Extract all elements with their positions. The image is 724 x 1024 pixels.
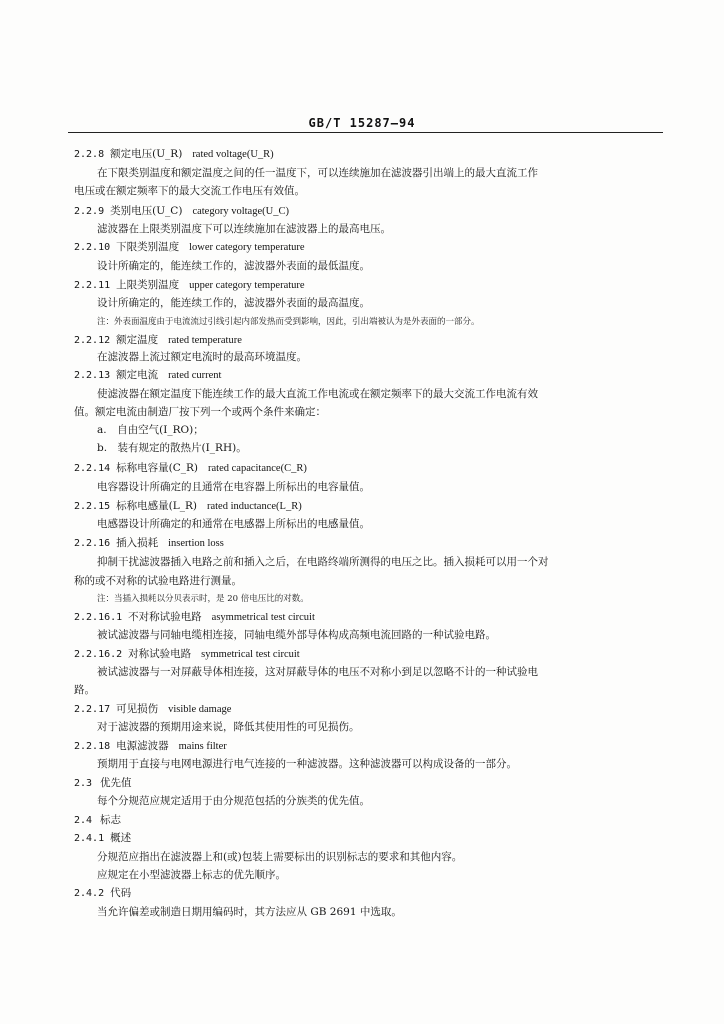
clause-heading: 2.2.16 插入损耗 insertion loss	[74, 537, 224, 549]
header-rule	[68, 132, 663, 133]
body-text: 电压或在额定频率下的最大交流工作电压有效值。	[74, 185, 305, 197]
clause-heading: 2.2.16.2 对称试验电路 symmetrical test circuit	[74, 648, 300, 660]
body-text: 抑制干扰滤波器插入电路之前和插入之后，在电路终端所测得的电压之比。插入损耗可以用一个对	[97, 556, 549, 568]
body-text: 滤波器在上限类别温度下可以连续施加在滤波器上的最高电压。	[97, 223, 391, 235]
clause-heading: 2.2.11 上限类别温度 upper category temperature	[74, 279, 305, 291]
body-text: 使滤波器在额定温度下能连续工作的最大直流工作电流或在额定频率下的最大交流工作电流有效	[97, 388, 538, 400]
body-text: 在滤波器上流过额定电流时的最高环境温度。	[97, 351, 307, 363]
body-text: 设计所确定的，能连续工作的，滤波器外表面的最高温度。	[97, 297, 370, 309]
section-heading: 2.4.1 概述	[74, 832, 132, 844]
clause-heading: 2.2.18 电源滤波器 mains filter	[74, 740, 227, 752]
list-item: a. 自由空气(I_RO)；	[97, 424, 204, 436]
body-text: 被试滤波器与一对屏蔽导体相连接，这对屏蔽导体的电压不对称小到足以忽略不计的一种试验电	[97, 666, 538, 678]
clause-heading: 2.2.15 标称电感量(L_R) rated inductance(L_R)	[74, 500, 302, 512]
body-text: 每个分规范应规定适用于由分规范包括的分族类的优先值。	[97, 795, 370, 807]
list-item: b. 装有规定的散热片(I_RH)。	[97, 442, 247, 454]
note-text: 注：当插入损耗以分贝表示时，是 20 倍电压比的对数。	[97, 594, 309, 604]
section-heading: 2.3 优先值	[74, 777, 132, 789]
clause-heading: 2.2.8 额定电压(U_R) rated voltage(U_R)	[74, 148, 274, 160]
body-text: 应规定在小型滤波器上标志的优先顺序。	[97, 869, 286, 881]
body-text: 值。额定电流由制造厂按下列一个或两个条件来确定：	[74, 406, 326, 418]
clause-heading: 2.2.17 可见损伤 visible damage	[74, 703, 232, 715]
body-text: 当允许偏差或制造日期用编码时，其方法应从 GB 2691 中选取。	[97, 906, 402, 918]
clause-heading: 2.2.12 额定温度 rated temperature	[74, 334, 242, 346]
clause-heading: 2.2.9 类别电压(U_C) category voltage(U_C)	[74, 205, 289, 217]
body-text: 称的或不对称的试验电路进行测量。	[74, 575, 242, 587]
note-text: 注：外表面温度由于电流流过引线引起内部发热而受到影响，因此，引出端被认为是外表面的一部分。	[97, 317, 480, 327]
body-text: 路。	[74, 684, 95, 696]
body-text: 被试滤波器与同轴电缆相连接，同轴电缆外部导体构成高频电流回路的一种试验电路。	[97, 629, 496, 641]
body-text: 在下限类别温度和额定温度之间的任一温度下，可以连续施加在滤波器引出端上的最大直流工作	[97, 167, 538, 179]
clause-heading: 2.2.16.1 不对称试验电路 asymmetrical test circuit	[74, 611, 315, 623]
body-text: 电容器设计所确定的且通常在电容器上所标出的电容量值。	[97, 481, 370, 493]
body-text: 对于滤波器的预期用途来说，降低其使用性的可见损伤。	[97, 721, 360, 733]
standard-number-header: GB/T 15287—94	[308, 116, 416, 130]
body-text: 分规范应指出在滤波器上和(或)包装上需要标出的识别标志的要求和其他内容。	[97, 851, 463, 863]
body-text: 设计所确定的，能连续工作的，滤波器外表面的最低温度。	[97, 260, 370, 272]
section-heading: 2.4 标志	[74, 814, 121, 826]
clause-heading: 2.2.14 标称电容量(C_R) rated capacitance(C_R)	[74, 462, 307, 474]
section-heading: 2.4.2 代码	[74, 887, 132, 899]
body-text: 电感器设计所确定的和通常在电感器上所标出的电感量值。	[97, 518, 370, 530]
clause-heading: 2.2.13 额定电流 rated current	[74, 369, 222, 381]
body-text: 预期用于直接与电网电源进行电气连接的一种滤波器。这种滤波器可以构成设备的一部分。	[97, 758, 517, 770]
clause-heading: 2.2.10 下限类别温度 lower category temperature	[74, 241, 305, 253]
